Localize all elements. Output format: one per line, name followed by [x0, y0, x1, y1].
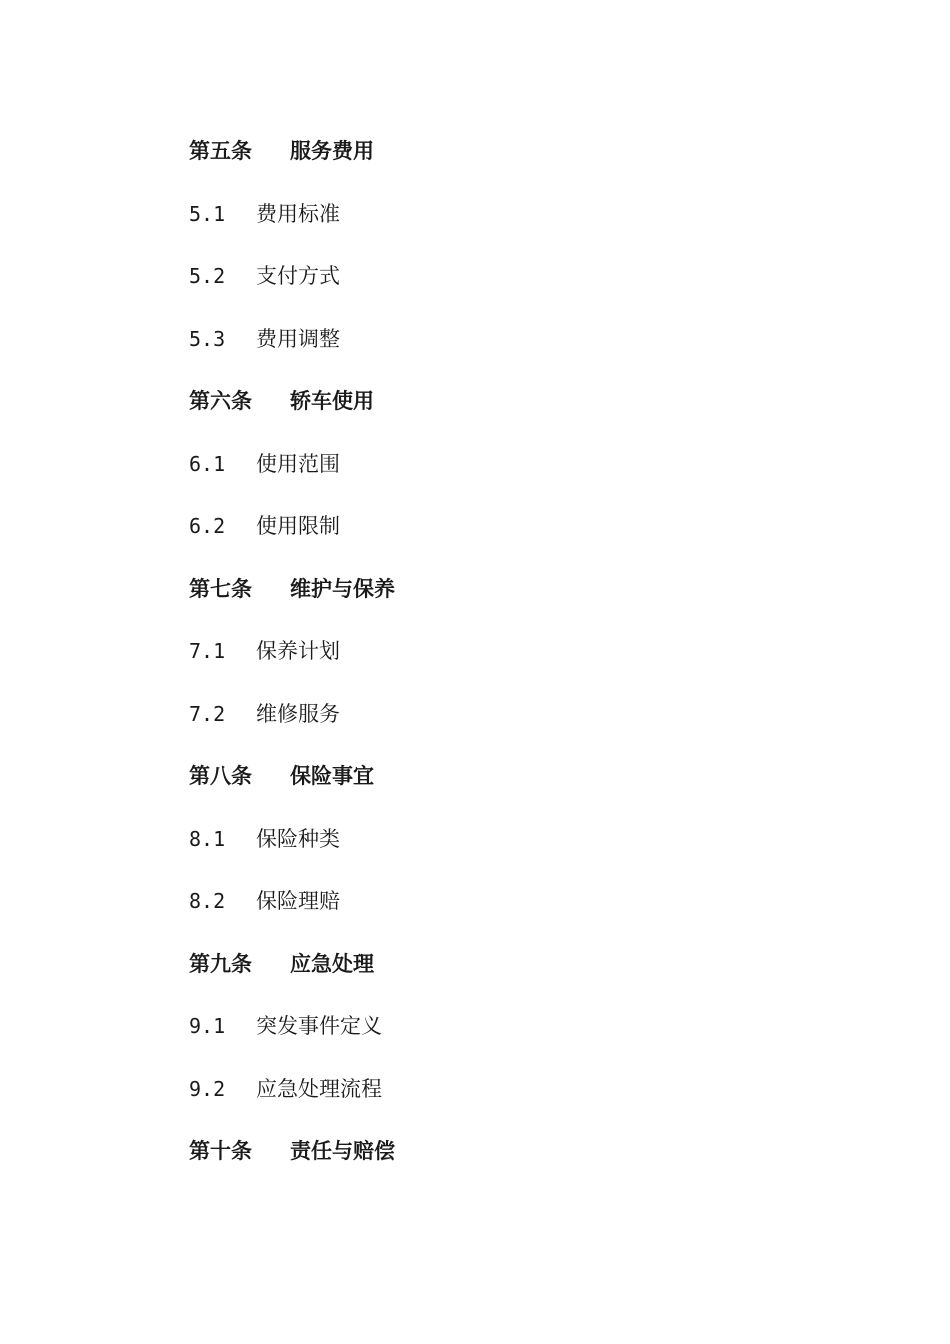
clause-number: 6.2 [189, 514, 226, 538]
clause-title: 使用限制 [256, 514, 340, 538]
clause-item [189, 1070, 395, 1133]
clause-item [189, 1007, 395, 1070]
article-heading [189, 1132, 395, 1195]
clause-title: 保险理赔 [256, 889, 340, 913]
clause-title: 保养计划 [256, 639, 340, 663]
clause-number: 7.2 [189, 701, 226, 726]
article-number: 第十条 [189, 1139, 252, 1163]
article-title: 保险事宜 [290, 764, 374, 788]
article-title: 维护与保养 [290, 576, 395, 601]
clause-item [189, 820, 395, 883]
article-heading [189, 570, 395, 633]
clause-number: 8.2 [189, 889, 226, 913]
clause-title: 使用范围 [256, 451, 340, 476]
article-heading [189, 382, 395, 445]
clause-number: 6.1 [189, 451, 226, 476]
clause-number: 5.1 [189, 201, 226, 226]
article-title: 服务费用 [290, 139, 374, 163]
contract-outline [189, 132, 395, 1195]
clause-item [189, 882, 395, 945]
clause-title: 维修服务 [256, 701, 340, 726]
clause-number: 9.1 [189, 1014, 226, 1038]
article-heading [189, 757, 395, 820]
article-heading [189, 132, 395, 195]
article-number: 第七条 [189, 576, 252, 601]
clause-item [189, 695, 395, 758]
article-title: 应急处理 [290, 951, 374, 976]
clause-item [189, 507, 395, 570]
article-title: 轿车使用 [290, 389, 374, 413]
article-number: 第五条 [189, 139, 252, 163]
article-number: 第九条 [189, 951, 252, 976]
clause-number: 5.2 [189, 264, 226, 288]
clause-item [189, 320, 395, 383]
clause-number: 7.1 [189, 639, 226, 663]
clause-number: 5.3 [189, 326, 226, 351]
clause-item [189, 257, 395, 320]
clause-item [189, 632, 395, 695]
clause-title: 应急处理流程 [256, 1076, 382, 1101]
article-number: 第八条 [189, 764, 252, 788]
clause-title: 保险种类 [256, 826, 340, 851]
clause-title: 突发事件定义 [256, 1014, 382, 1038]
article-title: 责任与赔偿 [290, 1139, 395, 1163]
article-heading [189, 945, 395, 1008]
clause-number: 9.2 [189, 1076, 226, 1101]
clause-title: 支付方式 [256, 264, 340, 288]
clause-item [189, 195, 395, 258]
clause-number: 8.1 [189, 826, 226, 851]
article-number: 第六条 [189, 389, 252, 413]
clause-item [189, 445, 395, 508]
clause-title: 费用调整 [256, 326, 340, 351]
clause-title: 费用标准 [256, 201, 340, 226]
